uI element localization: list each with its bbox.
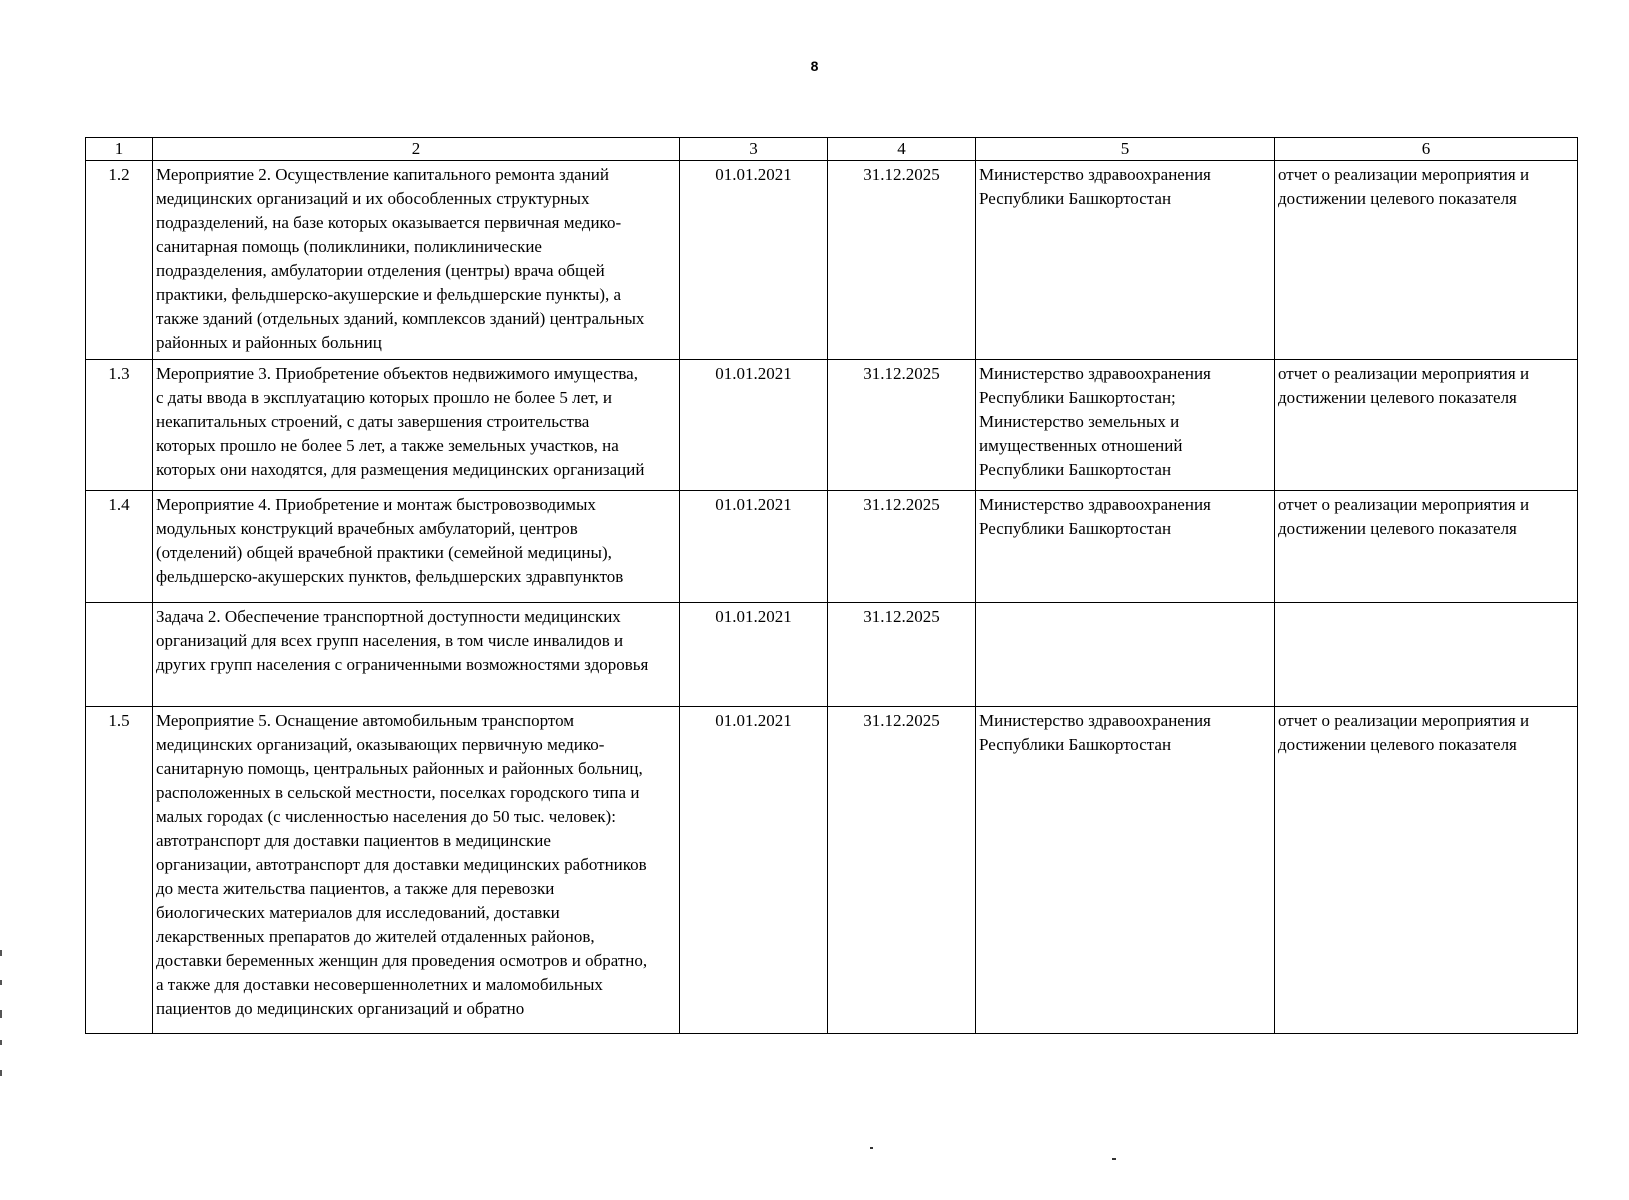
expected-result [1275,161,1578,360]
scan-edge-mark [0,980,2,985]
responsible-executor [976,603,1275,707]
header-col-5: 5 [976,138,1275,161]
row-description [153,491,680,603]
end-date: 31.12.2025 [828,603,976,707]
responsible-executor [976,360,1275,491]
result-line: достижении целевого показателя [1278,735,1517,754]
description-line: доставки беременных женщин для проведения осмотров и обратно, [156,951,648,970]
description-line: фельдшерско-акушерских пунктов, фельдшерских здравпунктов [156,567,624,586]
table-row [86,360,1578,491]
header-col-2: 2 [153,138,680,161]
description-line: медицинских организаций, оказывающих первичную медико- [156,735,605,754]
description-line: которых они находятся, для размещения медицинских организаций [156,460,645,479]
result-line: отчет о реализации мероприятия и [1278,711,1530,730]
result-line: отчет о реализации мероприятия и [1278,165,1530,184]
scan-speck [870,1147,873,1149]
description-line: а также для доставки несовершеннолетних и маломобильных [156,975,603,994]
result-line: отчет о реализации мероприятия и [1278,364,1530,383]
header-col-4: 4 [828,138,976,161]
description-line: санитарную помощь, центральных районных и районных больниц, [156,759,643,778]
description-line: (отделений) общей врачебной практики (семейной медицины), [156,543,612,562]
header-col-3: 3 [680,138,828,161]
responsible-executor [976,491,1275,603]
description-line: Мероприятие 3. Приобретение объектов недвижимого имущества, [156,364,638,383]
row-number: 1.2 [86,161,153,360]
result-line: достижении целевого показателя [1278,519,1517,538]
description-line: до места жительства пациентов, а также для перевозки [156,879,555,898]
description-line: лекарственных препаратов до жителей отдаленных районов, [156,927,595,946]
responsible-line: Министерство здравоохранения [979,495,1211,514]
end-date: 31.12.2025 [828,360,976,491]
table-row [86,161,1578,360]
description-line: модульных конструкций врачебных амбулаторий, центров [156,519,578,538]
row-description [153,161,680,360]
scan-edge-mark [0,1040,2,1045]
responsible-executor [976,161,1275,360]
responsible-line: Республики Башкортостан; [979,388,1176,407]
responsible-line: Республики Башкортостан [979,460,1172,479]
description-line: подразделения, амбулатории отделения (центры) врача общей [156,261,605,280]
row-number: 1.5 [86,707,153,1034]
responsible-line: Республики Башкортостан [979,735,1172,754]
row-number: 1.4 [86,491,153,603]
expected-result [1275,707,1578,1034]
row-number [86,603,153,707]
description-line: некапитальных строений, с даты завершения строительства [156,412,590,431]
description-line: санитарная помощь (поликлиники, поликлинические [156,237,542,256]
start-date: 01.01.2021 [680,360,828,491]
expected-result [1275,603,1578,707]
responsible-line: Министерство здравоохранения [979,165,1211,184]
description-line: других групп населения с ограниченными возможностями здоровья [156,655,649,674]
responsible-line: Республики Башкортостан [979,189,1172,208]
start-date: 01.01.2021 [680,603,828,707]
description-line: автотранспорт для доставки пациентов в медицинские [156,831,551,850]
description-line: Задача 2. Обеспечение транспортной доступности медицинских [156,607,621,626]
table-row [86,491,1578,603]
header-col-1: 1 [86,138,153,161]
responsible-line: Министерство здравоохранения [979,711,1211,730]
page-number: 8 [810,58,819,74]
row-description [153,603,680,707]
responsible-executor [976,707,1275,1034]
end-date: 31.12.2025 [828,707,976,1034]
row-number: 1.3 [86,360,153,491]
description-line: пациентов до медицинских организаций и обратно [156,999,525,1018]
description-line: биологических материалов для исследований, доставки [156,903,560,922]
result-line: достижении целевого показателя [1278,189,1517,208]
scan-speck [1112,1158,1116,1160]
description-line: организации, автотранспорт для доставки медицинских работников [156,855,647,874]
row-description [153,360,680,491]
description-line: Мероприятие 4. Приобретение и монтаж быстровозводимых [156,495,596,514]
result-line: отчет о реализации мероприятия и [1278,495,1530,514]
table-row [86,707,1578,1034]
description-line: расположенных в сельской местности, поселках городского типа и [156,783,640,802]
start-date: 01.01.2021 [680,707,828,1034]
description-line: которых прошло не более 5 лет, а также земельных участков, на [156,436,619,455]
responsible-line: Министерство земельных и [979,412,1180,431]
responsible-line: Министерство здравоохранения [979,364,1211,383]
start-date: 01.01.2021 [680,161,828,360]
description-line: районных и районных больниц [156,333,382,352]
responsible-line: Республики Башкортостан [979,519,1172,538]
expected-result [1275,360,1578,491]
description-line: Мероприятие 2. Осуществление капитального ремонта зданий [156,165,609,184]
table-row [86,603,1578,707]
expected-result [1275,491,1578,603]
description-line: практики, фельдшерско-акушерские и фельдшерские пункты), а [156,285,622,304]
description-line: организаций для всех групп населения, в том числе инвалидов и [156,631,624,650]
header-col-6: 6 [1275,138,1578,161]
description-line: подразделений, на базе которых оказывается первичная медико- [156,213,622,232]
description-line: малых городах (с численностью населения до 50 тыс. человек): [156,807,616,826]
responsible-line: имущественных отношений [979,436,1183,455]
description-line: медицинских организаций и их обособленных структурных [156,189,590,208]
row-description [153,707,680,1034]
end-date: 31.12.2025 [828,161,976,360]
end-date: 31.12.2025 [828,491,976,603]
scan-edge-mark [0,1070,2,1076]
result-line: достижении целевого показателя [1278,388,1517,407]
scan-edge-mark [0,950,2,956]
table-header-row [86,138,1578,161]
description-line: Мероприятие 5. Оснащение автомобильным транспортом [156,711,575,730]
start-date: 01.01.2021 [680,491,828,603]
description-line: с даты ввода в эксплуатацию которых прошло не более 5 лет, и [156,388,612,407]
activities-table [85,137,1578,1034]
scan-edge-mark [0,1010,2,1018]
description-line: также зданий (отдельных зданий, комплексов зданий) центральных [156,309,645,328]
